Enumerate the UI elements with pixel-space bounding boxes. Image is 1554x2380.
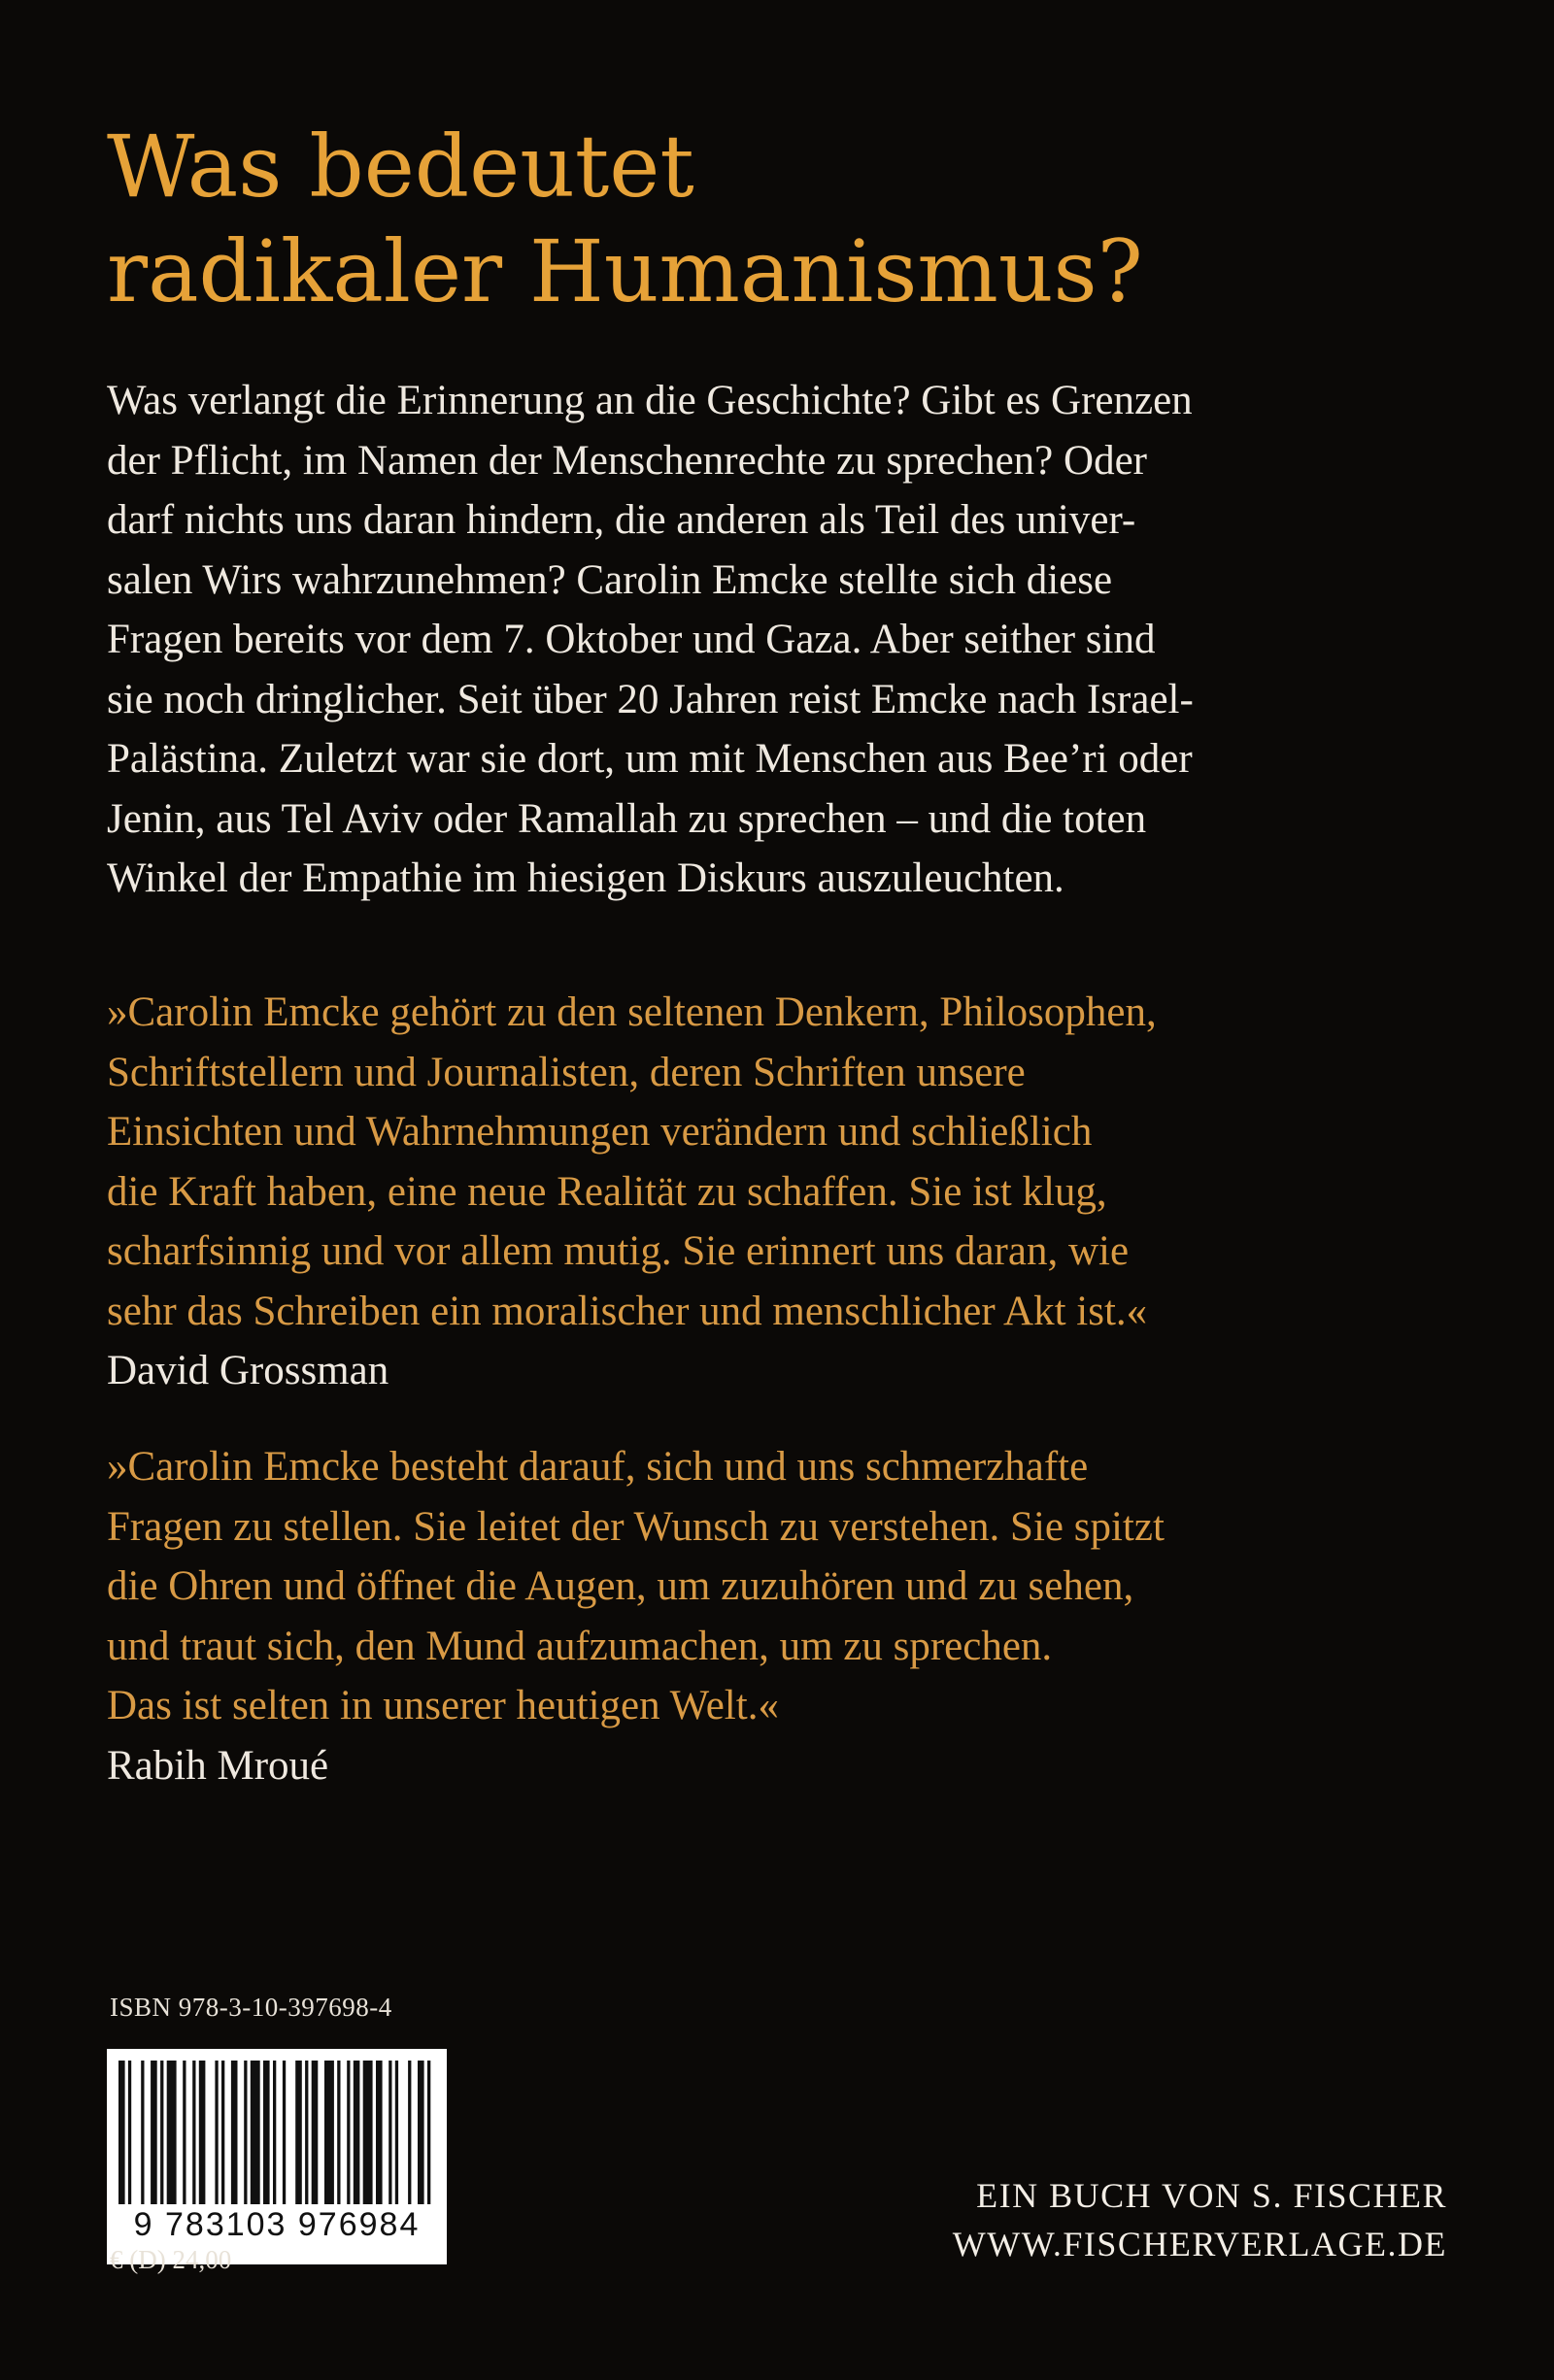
headline xyxy=(107,115,1486,324)
publisher-line: EIN BUCH VON S. FISCHER xyxy=(976,2176,1447,2215)
barcode-bar xyxy=(128,2061,131,2204)
quote-line: Fragen zu stellen. Sie leitet der Wunsch zu verstehen. Sie spitzt xyxy=(107,1503,1165,1550)
barcode-bar xyxy=(167,2061,177,2204)
barcode-bar xyxy=(354,2061,360,2204)
barcode-bar xyxy=(347,2061,350,2204)
barcode-bar xyxy=(141,2061,144,2204)
blurb-line: darf nichts uns daran hindern, die anderen als Teil des univer- xyxy=(107,497,1136,543)
barcode-bar xyxy=(305,2061,308,2204)
quote-line: »Carolin Emcke besteht darauf, sich und uns schmerzhafte xyxy=(107,1444,1089,1490)
barcode-bar xyxy=(118,2061,125,2204)
barcode-bar xyxy=(244,2061,247,2204)
publisher-imprint xyxy=(953,2171,1447,2268)
blurb-text xyxy=(107,371,1486,909)
publisher-url: WWW.FISCHERVERLAGE.DE xyxy=(952,2225,1447,2263)
quote-line: Das ist selten in unserer heutigen Welt.« xyxy=(107,1683,779,1728)
blurb-line: Palästina. Zuletzt war sie dort, um mit Menschen aus Bee’ri oder xyxy=(107,736,1193,782)
barcode-bar xyxy=(395,2061,398,2204)
barcode-bar xyxy=(231,2061,238,2204)
quote-line: und traut sich, den Mund aufzumachen, um zu sprechen. xyxy=(107,1623,1053,1669)
barcode-bar xyxy=(376,2061,383,2204)
quote-line: sehr das Schreiben ein moralischer und menschlicher Akt ist.« xyxy=(107,1288,1148,1334)
blurb-line: Fragen bereits vor dem 7. Oktober und Gaza. Aber seither sind xyxy=(107,617,1156,662)
quote-line: »Carolin Emcke gehört zu den seltenen Denkern, Philosophen, xyxy=(107,989,1157,1035)
barcode-bar xyxy=(324,2061,334,2204)
barcode-bar xyxy=(295,2061,302,2204)
barcode-bar xyxy=(283,2061,286,2204)
quote-line: die Ohren und öffnet die Augen, um zuzuhören und zu sehen, xyxy=(107,1563,1134,1609)
barcode xyxy=(107,2049,447,2264)
quote-line: Schriftstellern und Journalisten, deren Schriften unsere xyxy=(107,1049,1026,1095)
blurb-line: salen Wirs wahrzunehmen? Carolin Emcke stellte sich diese xyxy=(107,556,1113,603)
barcode-bar xyxy=(388,2061,391,2204)
barcode-bar xyxy=(263,2061,270,2204)
quote-line: die Kraft haben, eine neue Realität zu schaffen. Sie ist klug, xyxy=(107,1168,1107,1215)
review-quote-grossman xyxy=(107,983,1486,1401)
barcode-bar xyxy=(312,2061,319,2204)
quote-line: scharfsinnig und vor allem mutig. Sie erinnert uns daran, wie xyxy=(107,1228,1130,1274)
price-label: € (D) 24,00 xyxy=(110,2245,232,2274)
blurb-line: Was verlangt die Erinnerung an die Geschichte? Gibt es Grenzen xyxy=(107,378,1193,423)
blurb-line: Winkel der Empathie im hiesigen Diskurs auszuleuchten. xyxy=(107,855,1064,901)
isbn-label: ISBN 978-3-10-397698-4 xyxy=(110,1993,392,2022)
barcode-bar xyxy=(160,2061,163,2204)
barcode-bar xyxy=(215,2061,218,2204)
barcode-bar xyxy=(408,2061,411,2204)
barcode-digits: 9 783103 976984 xyxy=(133,2206,421,2243)
quote-line: Einsichten und Wahrnehmungen verändern und schließlich xyxy=(107,1109,1093,1155)
barcode-bar xyxy=(151,2061,157,2204)
blurb-line: der Pflicht, im Namen der Menschenrechte zu sprechen? Oder xyxy=(107,437,1147,484)
barcode-bar xyxy=(192,2061,195,2204)
review-quote-mroue xyxy=(107,1437,1486,1795)
barcode-bar xyxy=(183,2061,186,2204)
blurb-line: Jenin, aus Tel Aviv oder Ramallah zu sprechen – und die toten xyxy=(107,795,1147,842)
headline-line: Was bedeutet xyxy=(107,117,694,217)
quote-author: David Grossman xyxy=(107,1348,389,1393)
blurb-line: sie noch dringlicher. Seit über 20 Jahren reist Emcke nach Israel- xyxy=(107,676,1194,722)
barcode-bar xyxy=(221,2061,224,2204)
headline-line: radikaler Humanismus? xyxy=(107,221,1143,321)
barcode-bar xyxy=(251,2061,260,2204)
barcode-bar xyxy=(337,2061,340,2204)
barcode-bar xyxy=(273,2061,276,2204)
barcode-bar xyxy=(199,2061,206,2204)
barcode-bar xyxy=(427,2061,430,2204)
barcode-bar xyxy=(418,2061,424,2204)
quote-author: Rabih Mroué xyxy=(107,1742,329,1789)
barcode-bar xyxy=(363,2061,373,2204)
